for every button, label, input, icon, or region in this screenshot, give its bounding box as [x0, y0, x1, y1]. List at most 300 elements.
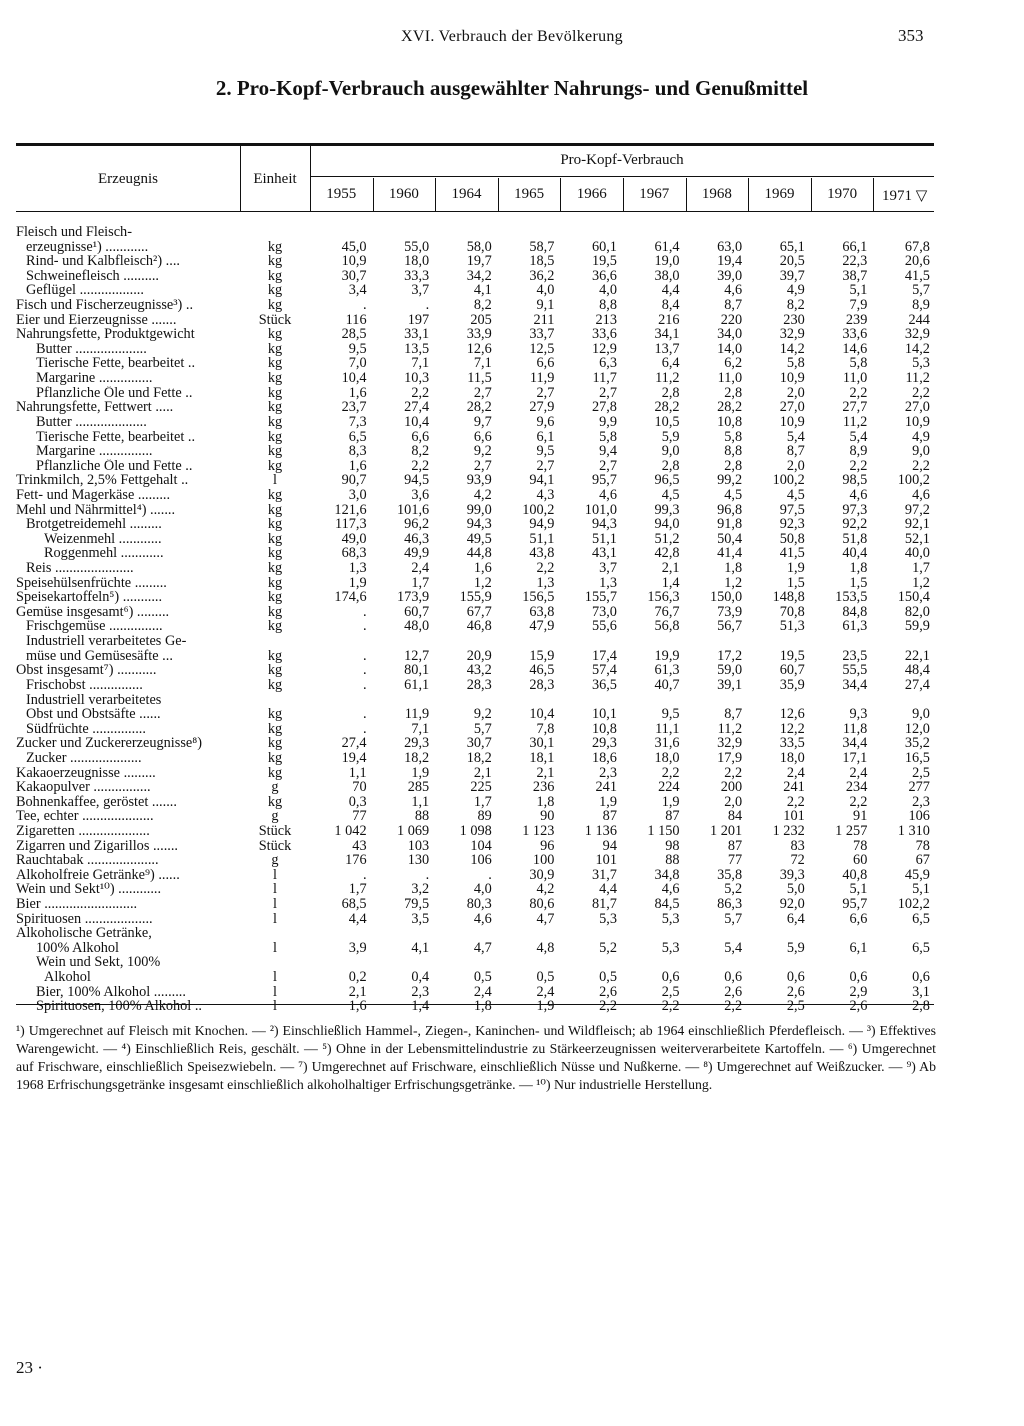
row-value: .: [363, 603, 367, 620]
header-unit: Einheit: [253, 171, 297, 187]
row-value: 1 201: [709, 822, 743, 839]
row-value: 39,0: [717, 267, 743, 284]
row-value: 87: [727, 837, 743, 854]
row-value: 9,2: [473, 706, 492, 723]
row-value: 67,7: [466, 603, 492, 620]
year-header: 1970: [827, 186, 858, 202]
row-value: 7,8: [536, 720, 555, 737]
row-value: 9,9: [599, 413, 617, 430]
row-value: 11,9: [529, 370, 555, 387]
row-label: Tierische Fette, bearbeitet ..: [36, 356, 196, 372]
row-value: 59,0: [717, 662, 743, 679]
row-value: 3,6: [411, 486, 430, 503]
row-label: Bier, 100% Alkohol .........: [36, 984, 186, 1000]
row-value: 4,0: [536, 282, 555, 299]
row-value: 1,4: [661, 574, 680, 591]
row-unit: g: [271, 852, 279, 869]
row-value: 94,5: [404, 472, 430, 489]
row-value: 156,5: [522, 589, 555, 606]
row-value: 9,0: [912, 706, 930, 723]
row-value: 1,6: [348, 998, 367, 1015]
row-value: 100: [532, 852, 555, 869]
row-value: 11,5: [467, 370, 492, 387]
row-value: 28,5: [341, 326, 367, 343]
row-value: 1,8: [536, 793, 555, 810]
row-value: [373, 693, 436, 708]
row-value: 34,4: [842, 676, 868, 693]
row-value: 0,6: [849, 969, 868, 986]
row-value: 17,1: [842, 749, 868, 766]
row-value: 18,0: [654, 749, 680, 766]
row-value: .: [363, 297, 367, 314]
row-value: .: [363, 618, 367, 635]
row-unit: l: [273, 472, 277, 489]
row-label: Wein und Sekt, 100%: [36, 955, 161, 971]
row-value: 60,1: [591, 238, 617, 255]
row-value: [748, 634, 811, 649]
row-unit: kg: [267, 793, 283, 810]
row-unit: kg: [267, 720, 283, 737]
footnote-text: ¹) Umgerechnet auf Fleisch mit Knochen. — ²) Einschließlich Hammel-, Ziegen-, Kaninchen- und Wildfleisch; ab 1964 einschließlich Pferdefleisch. — ³) Effektives Warengewicht. — ⁴) Einschließlich Reis, geschält. — ⁵) Ohne in der Lebensmittelindustrie zu Stärkeerzeugnissen weiterverarbeitete Kartoffeln. — ⁶) Umgerechnet auf Frischware, einschließlich Speisezwiebeln. — ⁷) Umgerechnet auf Frischware, einschließlich Nüsse und Nußkerne. — ⁸) Umgerechnet auf Weißzucker. — ⁹) Ab 1968 Erfrischungsgetränke insgesamt einschließlich alkoholhaltiger Erfrischungsgetränke. — ¹⁰) Nur industrielle Herstellung.: [16, 1023, 936, 1092]
row-unit: kg: [267, 574, 283, 591]
row-value: 51,2: [654, 530, 680, 547]
row-value: 150,0: [709, 589, 743, 606]
row-value: 88: [665, 852, 680, 869]
row-value: 5,9: [786, 939, 805, 956]
row-value: 27,4: [404, 399, 430, 416]
row-label: Rauchtabak ....................: [16, 853, 159, 868]
row-value: 2,7: [536, 384, 555, 401]
row-unit: [240, 955, 310, 970]
row-value: 27,9: [529, 399, 555, 416]
row-value: 2,6: [724, 983, 743, 1000]
row-unit: l: [273, 969, 277, 986]
row-value: 35,8: [717, 866, 743, 883]
row-value: [811, 926, 874, 941]
row-value: 2,2: [912, 384, 930, 401]
row-value: 10,9: [779, 370, 805, 387]
row-value: 38,7: [842, 267, 868, 284]
row-value: 19,9: [654, 647, 680, 664]
row-value: 28,2: [654, 399, 680, 416]
row-unit: kg: [267, 501, 283, 518]
row-label: Geflügel ..................: [26, 283, 144, 299]
row-label: Bier ..........................: [16, 897, 138, 912]
row-value: 1,2: [912, 574, 930, 591]
row-value: 8,9: [849, 443, 868, 460]
row-unit: g: [271, 779, 279, 796]
row-value: 6,1: [536, 428, 555, 445]
row-label: Zigaretten ....................: [16, 823, 150, 839]
row-value: 2,3: [912, 793, 930, 810]
row-value: 1,3: [536, 574, 555, 591]
row-unit: kg: [267, 618, 283, 635]
row-value: 39,7: [779, 267, 805, 284]
row-value: 2,2: [724, 764, 743, 781]
row-value: 55,0: [404, 238, 430, 255]
row-value: 5,9: [661, 428, 680, 445]
row-value: 4,6: [724, 282, 743, 299]
row-value: 90: [540, 808, 555, 825]
row-unit: l: [273, 910, 277, 927]
row-unit: kg: [267, 399, 283, 416]
row-value: 5,3: [599, 910, 617, 927]
row-value: 46,8: [466, 618, 492, 635]
row-value: 176: [345, 852, 367, 869]
row-value: 11,2: [905, 370, 930, 387]
row-value: 90,7: [341, 472, 367, 489]
row-value: 82,0: [904, 603, 930, 620]
row-value: 5,7: [912, 282, 930, 299]
row-value: 0,2: [348, 969, 367, 986]
row-value: 72: [790, 852, 805, 869]
row-value: 4,9: [786, 282, 805, 299]
row-value: 42,8: [654, 545, 680, 562]
row-value: 5,4: [786, 428, 805, 445]
row-value: 33,6: [842, 326, 868, 343]
row-value: 1 150: [647, 822, 680, 839]
row-value: 18,5: [529, 253, 555, 270]
row-value: 0,6: [912, 969, 930, 986]
row-value: 153,5: [835, 589, 868, 606]
row-unit: Stück: [258, 311, 292, 328]
row-value: 2,1: [661, 560, 680, 577]
row-value: [373, 634, 436, 649]
row-label: Pflanzliche Öle und Fette ..: [36, 458, 193, 474]
table-rule-header-bottom: [16, 211, 934, 212]
row-value: 4,0: [599, 282, 617, 299]
row-value: 27,0: [904, 399, 930, 416]
row-value: 29,3: [404, 735, 430, 752]
row-value: 44,8: [466, 545, 492, 562]
row-value: 89: [477, 808, 492, 825]
row-value: 8,7: [724, 706, 743, 723]
row-value: 0,6: [786, 969, 805, 986]
row-value: 19,5: [779, 647, 805, 664]
row-value: 49,5: [466, 530, 492, 547]
row-label: müse und Gemüsesäfte ...: [26, 648, 173, 664]
row-value: 6,4: [786, 910, 805, 927]
row-value: 9,7: [473, 413, 492, 430]
year-divider: [435, 178, 436, 211]
row-value: 50,8: [779, 530, 805, 547]
row-value: 2,4: [786, 764, 805, 781]
row-value: 20,9: [466, 647, 492, 664]
row-value: 12,5: [529, 340, 555, 357]
row-value: 96,2: [404, 516, 430, 533]
row-value: 73,9: [717, 603, 743, 620]
year-divider: [373, 178, 374, 211]
year-header: 1969: [764, 186, 795, 202]
row-value: 14,2: [779, 340, 805, 357]
row-value: 0,4: [411, 969, 430, 986]
row-unit: l: [273, 896, 277, 913]
row-value: 36,6: [591, 267, 617, 284]
row-value: [686, 634, 749, 649]
row-unit: kg: [267, 297, 283, 314]
row-value: 11,2: [842, 413, 868, 430]
row-value: 230: [783, 311, 805, 328]
row-value: 98: [665, 837, 680, 854]
row-value: 27,4: [341, 735, 367, 752]
row-value: 1,6: [348, 384, 367, 401]
row-unit: kg: [267, 486, 283, 503]
row-value: 61,3: [842, 618, 868, 635]
row-label: Kakaopulver ................: [16, 780, 151, 795]
row-value: 32,9: [779, 326, 805, 343]
row-value: 48,0: [404, 618, 430, 635]
row-value: 31,7: [591, 866, 617, 883]
row-value: 9,2: [473, 443, 492, 460]
row-value: 51,8: [842, 530, 868, 547]
row-unit: kg: [267, 340, 283, 357]
row-value: 13,7: [654, 340, 680, 357]
row-value: [748, 693, 811, 708]
row-value: 20,6: [904, 253, 930, 270]
row-value: 48,4: [904, 662, 930, 679]
row-value: [310, 693, 373, 708]
row-value: 14,0: [717, 340, 743, 357]
row-value: 3,5: [411, 910, 430, 927]
row-value: 61,1: [404, 676, 430, 693]
row-label: Eier und Eierzeugnisse .......: [16, 312, 177, 328]
row-value: 285: [407, 779, 430, 796]
row-value: 10,8: [591, 720, 617, 737]
row-value: 56,8: [654, 618, 680, 635]
row-value: 80,3: [466, 896, 492, 913]
row-value: 46,5: [529, 662, 555, 679]
row-value: 84,5: [654, 896, 680, 913]
row-value: 5,2: [724, 881, 743, 898]
row-label: 100% Alkohol: [36, 940, 120, 956]
row-value: 4,4: [661, 282, 680, 299]
row-value: 244: [908, 311, 930, 328]
row-value: 2,7: [473, 457, 492, 474]
page-number: 353: [898, 26, 924, 45]
row-label: Fisch und Fischerzeugnisse³) ..: [16, 298, 194, 313]
row-value: 12,6: [466, 340, 492, 357]
row-value: 63,0: [717, 238, 743, 255]
row-value: 12,9: [591, 340, 617, 357]
row-label: Rind- und Kalbfleisch²) ....: [26, 254, 180, 269]
row-value: 106: [908, 808, 930, 825]
row-value: 8,8: [599, 297, 617, 314]
row-value: [435, 926, 498, 941]
row-value: 100,2: [522, 501, 555, 518]
row-value: 78: [853, 837, 868, 854]
row-value: [623, 926, 686, 941]
row-unit: kg: [267, 560, 283, 577]
row-value: 92,2: [842, 516, 868, 533]
row-unit: kg: [267, 676, 283, 693]
row-value: 2,7: [599, 457, 617, 474]
row-value: 225: [470, 779, 492, 796]
row-value: 1,9: [536, 998, 555, 1015]
row-value: 18,0: [404, 253, 430, 270]
row-value: 2,4: [849, 764, 868, 781]
row-value: 1,8: [724, 560, 743, 577]
row-value: 9,6: [536, 413, 555, 430]
row-value: 22,1: [904, 647, 930, 664]
row-value: 11,8: [842, 720, 868, 737]
row-value: 1,9: [348, 574, 367, 591]
row-value: [811, 693, 874, 708]
row-value: 49,9: [404, 545, 430, 562]
row-label: Obst und Obstsäfte ......: [26, 707, 161, 722]
row-label: Wein und Sekt¹⁰) ............: [16, 882, 162, 898]
row-value: [748, 225, 811, 240]
row-value: 43,1: [591, 545, 617, 562]
row-value: 17,4: [591, 647, 617, 664]
row-value: 9,3: [849, 706, 868, 723]
row-value: 4,6: [599, 486, 617, 503]
row-label: Gemüse insgesamt⁶) .........: [16, 604, 170, 620]
row-value: 6,1: [849, 939, 868, 956]
row-value: 5,2: [599, 939, 617, 956]
row-value: 2,8: [724, 384, 743, 401]
row-value: 92,0: [779, 896, 805, 913]
row-value: 104: [470, 837, 492, 854]
row-value: 80,6: [529, 896, 555, 913]
row-value: 34,4: [842, 735, 868, 752]
row-value: 4,5: [724, 486, 743, 503]
row-label: Fett- und Magerkäse .........: [16, 487, 171, 503]
year-header: 1955: [326, 186, 357, 202]
row-unit: kg: [267, 238, 283, 255]
row-value: 88: [414, 808, 430, 825]
row-value: 5,8: [724, 428, 743, 445]
row-value: 92,1: [904, 516, 930, 533]
row-value: 1,2: [724, 574, 743, 591]
row-value: 35,2: [904, 735, 930, 752]
row-unit: g: [271, 808, 279, 825]
row-value: 96: [540, 837, 555, 854]
row-value: 197: [407, 311, 430, 328]
row-unit: kg: [267, 326, 283, 343]
row-unit: kg: [267, 530, 283, 547]
row-value: 0,3: [348, 793, 367, 810]
row-value: 99,3: [654, 501, 680, 518]
row-label: Zucker und Zuckererzeugnisse⁸): [16, 736, 202, 751]
row-value: 1,6: [473, 560, 492, 577]
row-value: 101,0: [584, 501, 617, 518]
row-value: 95,7: [842, 896, 868, 913]
row-value: 33,7: [529, 326, 555, 343]
row-value: [310, 634, 373, 649]
row-value: 4,5: [661, 486, 680, 503]
row-value: 35,9: [779, 676, 805, 693]
row-value: 11,0: [842, 370, 868, 387]
row-value: .: [363, 720, 367, 737]
row-value: 1,6: [348, 457, 367, 474]
row-value: 4,6: [849, 486, 868, 503]
row-label: Spirituosen, 100% Alkohol ..: [36, 999, 203, 1014]
row-value: 10,3: [404, 370, 430, 387]
row-unit: [240, 926, 310, 941]
row-value: 1,7: [473, 793, 492, 810]
year-divider: [686, 178, 687, 211]
row-value: 2,8: [661, 384, 680, 401]
row-unit: l: [273, 983, 277, 1000]
row-value: 8,2: [473, 297, 492, 314]
row-value: 18,2: [466, 749, 492, 766]
row-value: 2,2: [411, 457, 430, 474]
row-value: 3,2: [411, 881, 430, 898]
row-value: [811, 955, 874, 970]
row-value: 33,5: [779, 735, 805, 752]
row-unit: kg: [267, 603, 283, 620]
row-value: .: [363, 706, 367, 723]
row-value: 11,2: [717, 720, 743, 737]
row-value: 28,3: [529, 676, 555, 693]
row-value: 2,2: [849, 793, 868, 810]
row-unit: kg: [267, 370, 283, 387]
row-value: 224: [658, 779, 680, 796]
row-value: 12,0: [904, 720, 930, 737]
row-value: 19,4: [717, 253, 743, 270]
row-value: 4,7: [473, 939, 492, 956]
row-value: 91,8: [717, 516, 743, 533]
row-value: 68,5: [341, 896, 367, 913]
row-value: 70: [352, 779, 367, 796]
row-value: 4,4: [348, 910, 367, 927]
row-value: 4,0: [473, 881, 492, 898]
row-label: Alkohol: [44, 970, 91, 985]
row-value: 148,8: [772, 589, 805, 606]
row-value: 2,2: [536, 560, 555, 577]
row-value: 49,0: [341, 530, 367, 547]
row-value: 0,5: [473, 969, 492, 986]
row-value: 27,0: [779, 399, 805, 416]
row-value: 10,4: [529, 706, 555, 723]
row-value: 55,5: [842, 662, 868, 679]
row-value: .: [363, 662, 367, 679]
row-value: [373, 225, 436, 240]
row-value: 58,7: [529, 238, 555, 255]
row-value: 200: [720, 779, 743, 796]
row-label: Butter ....................: [36, 341, 147, 357]
row-value: 2,6: [599, 983, 617, 1000]
row-value: 1,5: [849, 574, 868, 591]
row-value: 2,5: [912, 764, 930, 781]
row-value: 28,2: [717, 399, 743, 416]
row-value: 216: [658, 311, 680, 328]
row-value: 41,4: [717, 545, 743, 562]
row-unit: kg: [267, 253, 283, 270]
row-unit: kg: [267, 764, 283, 781]
row-value: 22,3: [842, 253, 868, 270]
year-header: 1971 ▽: [882, 188, 928, 204]
row-value: 9,5: [661, 706, 680, 723]
row-value: 95,7: [591, 472, 617, 489]
row-value: 100,2: [897, 472, 930, 489]
row-value: [498, 955, 561, 970]
row-value: 10,4: [404, 413, 430, 430]
row-unit: l: [273, 939, 277, 956]
row-value: 10,8: [717, 413, 743, 430]
row-value: 92,3: [779, 516, 805, 533]
row-value: 5,3: [661, 910, 680, 927]
row-value: 39,1: [717, 676, 743, 693]
row-label: Frischobst ...............: [26, 677, 143, 693]
row-value: 1 123: [522, 822, 555, 839]
row-value: [686, 693, 749, 708]
row-value: 4,9: [912, 428, 930, 445]
row-value: [435, 634, 498, 649]
row-value: 0,6: [724, 969, 743, 986]
row-value: 10,5: [654, 413, 680, 430]
row-value: 2,2: [599, 998, 617, 1015]
